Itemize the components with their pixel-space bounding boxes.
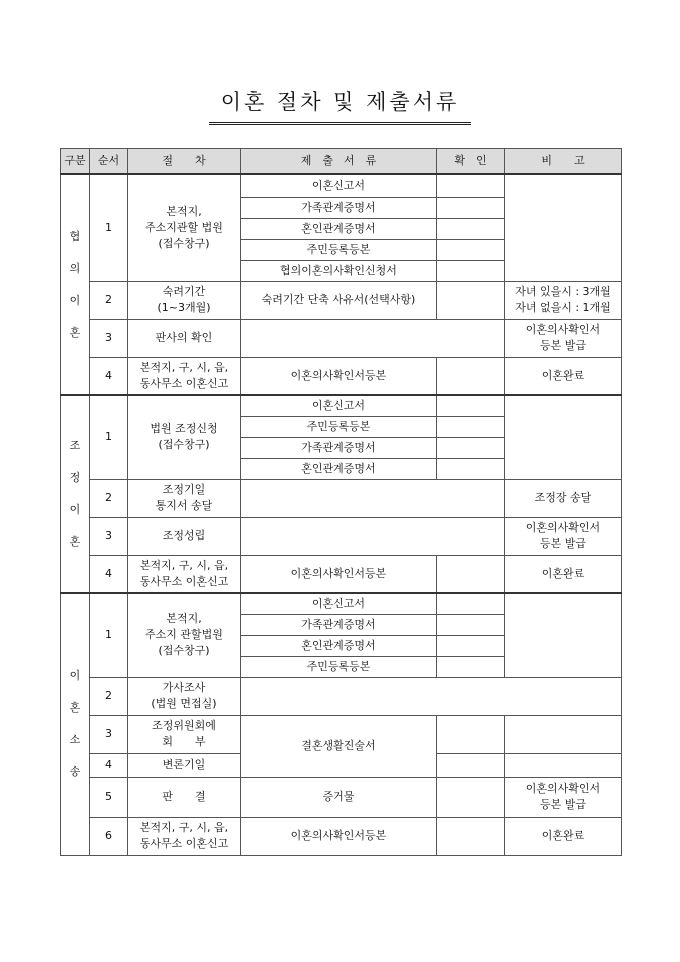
step-procedure: 본적지, 주소지관할 법원 (접수창구)	[128, 174, 241, 281]
remarks-cell	[505, 753, 622, 777]
step-no: 1	[90, 174, 128, 281]
confirm-cell	[437, 197, 505, 218]
document-item: 결혼생활진술서	[241, 715, 437, 777]
remarks-cell	[505, 593, 622, 677]
empty-cell	[241, 319, 505, 357]
header-category: 구분	[61, 149, 90, 175]
table-row	[61, 395, 622, 416]
confirm-cell	[437, 357, 505, 395]
document-item: 혼인관계증명서	[241, 218, 437, 239]
remarks-cell	[505, 395, 622, 479]
document-item: 이혼신고서	[241, 174, 437, 197]
page-title: 이혼 절차 및 제출서류	[209, 86, 472, 125]
step-procedure: 조정성립	[128, 517, 241, 555]
empty-cell	[241, 517, 505, 555]
confirm-cell	[437, 458, 505, 479]
step-no: 4	[90, 555, 128, 593]
confirm-cell	[437, 777, 505, 817]
header-remarks: 비 고	[505, 149, 622, 175]
step-no: 3	[90, 319, 128, 357]
table-row	[61, 593, 622, 614]
table-row	[61, 715, 622, 753]
header-row	[61, 149, 622, 175]
table-row	[61, 777, 622, 817]
document-item: 이혼의사확인서등본	[241, 357, 437, 395]
document-item: 증거물	[241, 777, 437, 817]
step-procedure: 조정기일 통지서 송달	[128, 479, 241, 517]
step-no: 3	[90, 517, 128, 555]
remarks-cell: 이혼의사확인서 등본 발급	[505, 319, 622, 357]
table-row	[61, 555, 622, 593]
step-no: 4	[90, 753, 128, 777]
remarks-cell	[505, 174, 622, 281]
remarks-cell: 조정장 송달	[505, 479, 622, 517]
confirm-cell	[437, 817, 505, 855]
step-no: 2	[90, 677, 128, 715]
confirm-cell	[437, 656, 505, 677]
table-row	[61, 817, 622, 855]
confirm-cell	[437, 555, 505, 593]
header-procedure: 절 차	[128, 149, 241, 175]
step-procedure: 숙려기간 (1~3개월)	[128, 281, 241, 319]
remarks-cell: 이혼완료	[505, 555, 622, 593]
document-item: 숙려기간 단축 사유서(선택사항)	[241, 281, 437, 319]
confirm-cell	[437, 239, 505, 260]
document-item: 주민등록등본	[241, 656, 437, 677]
empty-cell	[241, 479, 505, 517]
table-row	[61, 319, 622, 357]
step-no: 3	[90, 715, 128, 753]
document-item: 협의이혼의사확인신청서	[241, 260, 437, 281]
step-no: 1	[90, 593, 128, 677]
category-agreement: 협 의 이 혼	[61, 174, 90, 395]
remarks-cell	[505, 715, 622, 753]
document-item: 이혼의사확인서등본	[241, 555, 437, 593]
step-no: 2	[90, 479, 128, 517]
document-item: 혼인관계증명서	[241, 458, 437, 479]
remarks-cell: 이혼의사확인서 등본 발급	[505, 777, 622, 817]
step-procedure: 조정위원회에 회 부	[128, 715, 241, 753]
step-procedure: 판 결	[128, 777, 241, 817]
document-item: 주민등록등본	[241, 239, 437, 260]
step-no: 4	[90, 357, 128, 395]
confirm-cell	[437, 395, 505, 416]
step-no: 5	[90, 777, 128, 817]
remarks-cell: 이혼완료	[505, 817, 622, 855]
procedure-table	[60, 148, 622, 856]
step-procedure: 본적지, 구, 시, 읍, 동사무소 이혼신고	[128, 357, 241, 395]
step-no: 6	[90, 817, 128, 855]
document-item: 혼인관계증명서	[241, 635, 437, 656]
step-no: 2	[90, 281, 128, 319]
table-row	[61, 174, 622, 197]
table-row	[61, 479, 622, 517]
confirm-cell	[437, 416, 505, 437]
empty-cell	[241, 677, 622, 715]
step-no: 1	[90, 395, 128, 479]
document-item: 주민등록등본	[241, 416, 437, 437]
remarks-cell: 자녀 있을시 : 3개월 자녀 없을시 : 1개월	[505, 281, 622, 319]
confirm-cell	[437, 281, 505, 319]
header-confirm: 확 인	[437, 149, 505, 175]
document-item: 이혼신고서	[241, 395, 437, 416]
confirm-cell	[437, 715, 505, 753]
title-wrap	[0, 86, 680, 125]
document-item: 이혼의사확인서등본	[241, 817, 437, 855]
header-documents: 제 출 서 류	[241, 149, 437, 175]
step-procedure: 본적지, 구, 시, 읍, 동사무소 이혼신고	[128, 555, 241, 593]
document-item: 가족관계증명서	[241, 437, 437, 458]
document-item: 이혼신고서	[241, 593, 437, 614]
step-procedure: 본적지, 주소지 관할법원 (접수창구)	[128, 593, 241, 677]
remarks-cell: 이혼의사확인서 등본 발급	[505, 517, 622, 555]
document-item: 가족관계증명서	[241, 197, 437, 218]
table-row	[61, 281, 622, 319]
step-procedure: 가사조사 (법원 면접실)	[128, 677, 241, 715]
category-mediation: 조 정 이 혼	[61, 395, 90, 593]
confirm-cell	[437, 174, 505, 197]
header-order: 순서	[90, 149, 128, 175]
confirm-cell	[437, 437, 505, 458]
confirm-cell	[437, 260, 505, 281]
confirm-cell	[437, 614, 505, 635]
step-procedure: 변론기일	[128, 753, 241, 777]
step-procedure: 법원 조정신청 (접수창구)	[128, 395, 241, 479]
remarks-cell: 이혼완료	[505, 357, 622, 395]
document-item: 가족관계증명서	[241, 614, 437, 635]
table-row	[61, 517, 622, 555]
confirm-cell	[437, 635, 505, 656]
table-row	[61, 677, 622, 715]
confirm-cell	[437, 593, 505, 614]
confirm-cell	[437, 753, 505, 777]
step-procedure: 판사의 확인	[128, 319, 241, 357]
table-row	[61, 357, 622, 395]
confirm-cell	[437, 218, 505, 239]
category-litigation: 이 혼 소 송	[61, 593, 90, 855]
step-procedure: 본적지, 구, 시, 읍, 동사무소 이혼신고	[128, 817, 241, 855]
